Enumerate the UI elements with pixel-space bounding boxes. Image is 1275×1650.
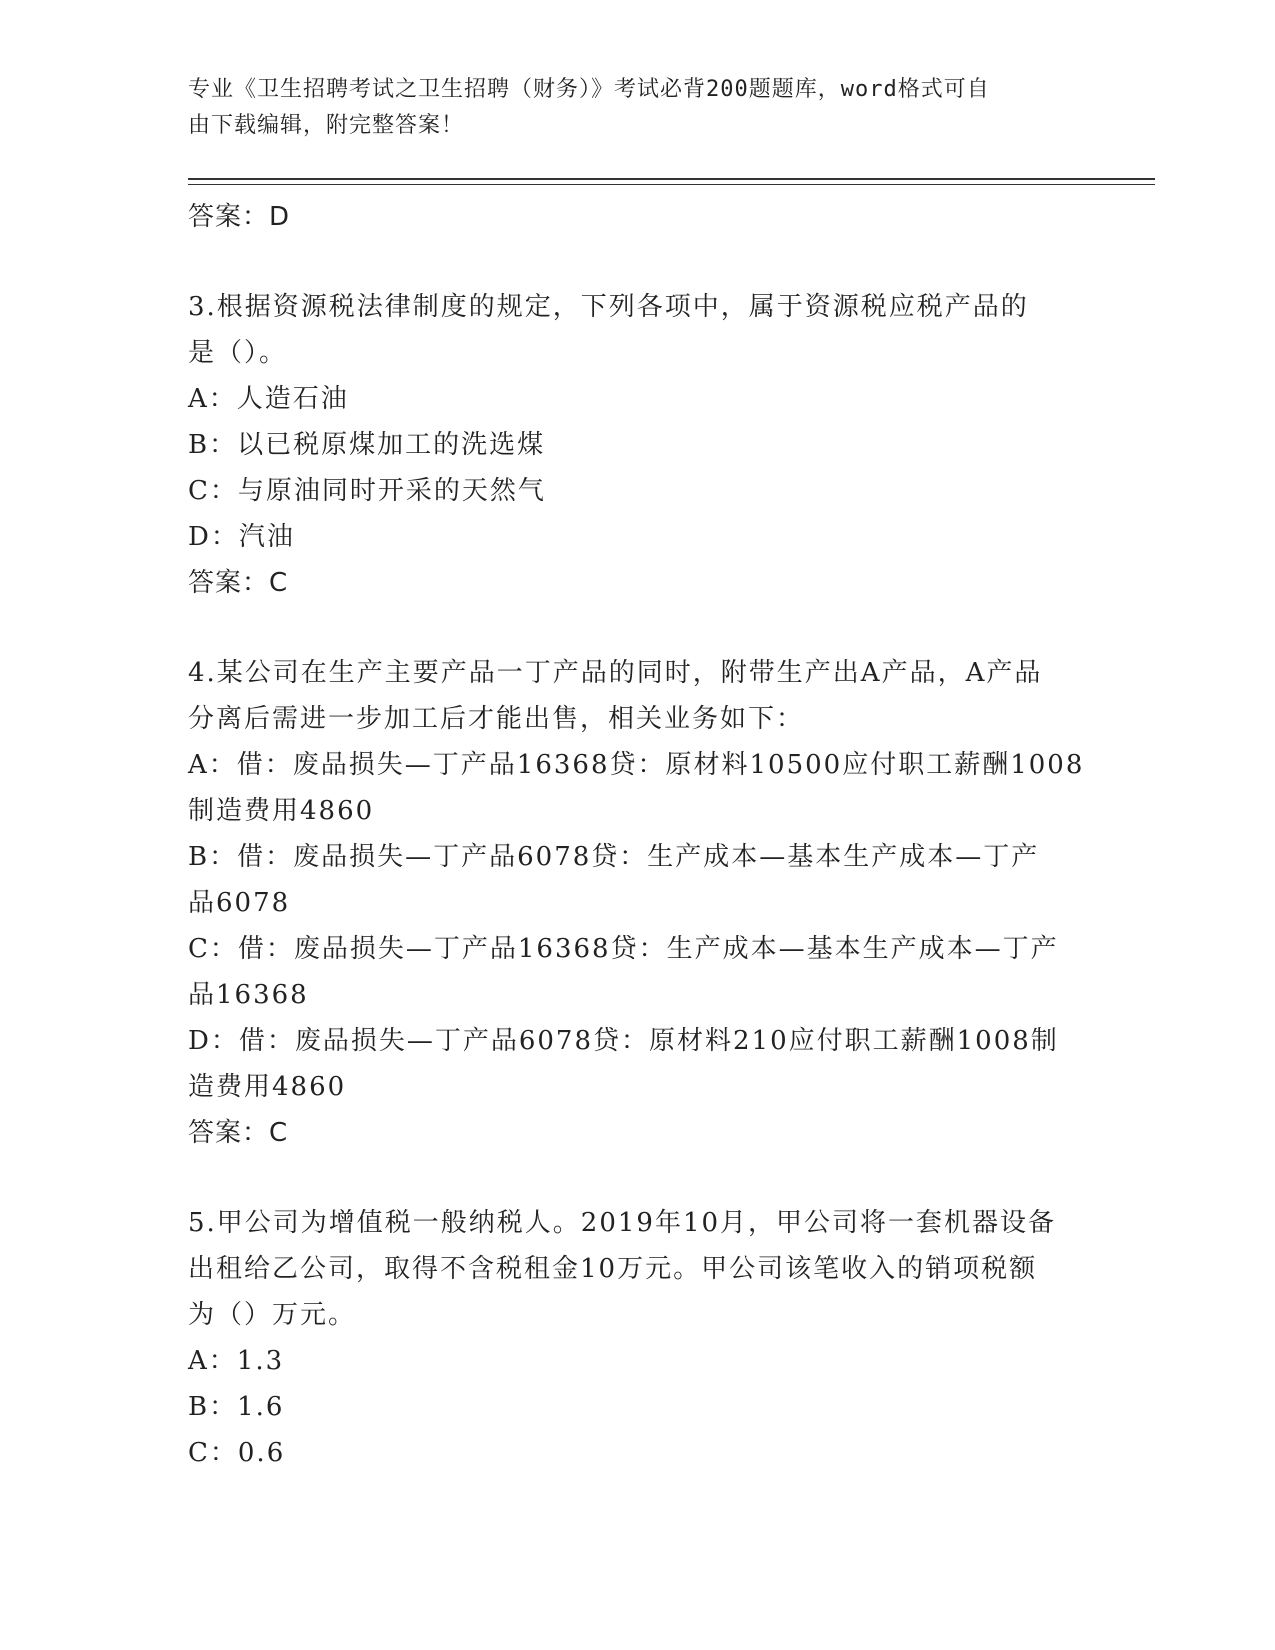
question-3-answer: 答案：C: [188, 568, 289, 598]
question-4-option-d-line-2: 造费用4860: [188, 1072, 347, 1102]
question-4-option-a-line-2: 制造费用4860: [188, 796, 375, 826]
question-4-option-c-line-2: 品16368: [188, 980, 309, 1010]
header-divider-thick: [188, 178, 1155, 180]
question-4-option-a-line-1: A：借：废品损失—丁产品16368贷：原材料10500应付职工薪酬1008: [188, 750, 1085, 780]
question-5-line-3: 为（）万元。: [188, 1300, 357, 1330]
question-5-option-b: B：1.6: [188, 1392, 285, 1422]
answer-previous: 答案：D: [188, 202, 291, 232]
question-4-line-1: 4.某公司在生产主要产品一丁产品的同时，附带生产出A产品，A产品: [188, 658, 1043, 688]
question-3-option-a: A：人造石油: [188, 384, 349, 414]
question-3: [188, 284, 1088, 606]
question-4: [188, 650, 1088, 1156]
question-5: [188, 1200, 1088, 1476]
question-3-option-d: D：汽油: [188, 522, 295, 552]
question-4-option-c-line-1: C：借：废品损失—丁产品16368贷：生产成本—基本生产成本—丁产: [188, 934, 1059, 964]
question-4-option-b-line-1: B：借：废品损失—丁产品6078贷：生产成本—基本生产成本—丁产: [188, 842, 1040, 872]
document-header: [188, 72, 1068, 144]
question-5-option-c: C：0.6: [188, 1438, 286, 1468]
question-5-line-1: 5.甲公司为增值税一般纳税人。2019年10月，甲公司将一套机器设备: [188, 1208, 1057, 1238]
header-divider-thin: [188, 184, 1155, 185]
question-3-line-2: 是（）。: [188, 338, 288, 368]
question-4-answer: 答案：C: [188, 1118, 289, 1148]
question-3-option-c: C：与原油同时开采的天然气: [188, 476, 546, 506]
question-4-option-d-line-1: D：借：废品损失—丁产品6078贷：原材料210应付职工薪酬1008制: [188, 1026, 1059, 1056]
question-3-line-1: 3.根据资源税法律制度的规定，下列各项中，属于资源税应税产品的: [188, 292, 1029, 322]
question-3-option-b: B：以已税原煤加工的洗选煤: [188, 430, 546, 460]
question-4-line-2: 分离后需进一步加工后才能出售，相关业务如下：: [188, 704, 805, 734]
question-4-option-b-line-2: 品6078: [188, 888, 291, 918]
question-5-option-a: A：1.3: [188, 1346, 285, 1376]
document-body: [188, 186, 1088, 1476]
header-line-1: 专业《卫生招聘考试之卫生招聘（财务）》考试必背200题题库，word格式可自: [188, 77, 990, 102]
question-5-line-2: 出租给乙公司，取得不含税租金10万元。甲公司该笔收入的销项税额: [188, 1254, 1038, 1284]
header-line-2: 由下载编辑，附完整答案！: [188, 113, 465, 138]
